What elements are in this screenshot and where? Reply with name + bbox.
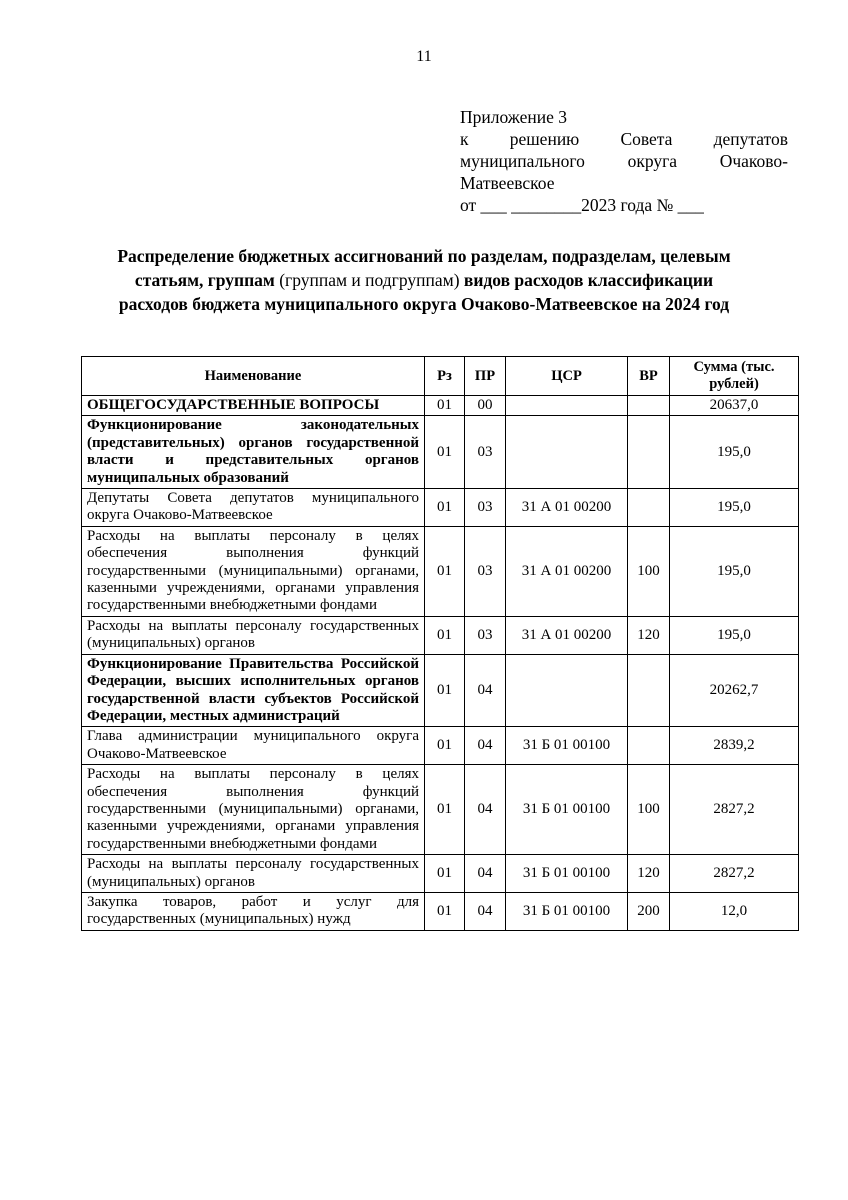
row-sum: 2827,2 [670, 855, 799, 893]
row-vr [628, 654, 670, 727]
row-name: Расходы на выплаты персоналу в целях обеспечения выполнения функций государственными (муниципальными) органами, казенными учреждениями, органами управления государственными внебюджетными фондами [82, 765, 425, 855]
row-vr [628, 416, 670, 489]
row-rz: 01 [425, 526, 465, 616]
row-csr: 31 Б 01 00100 [506, 855, 628, 893]
row-name: Глава администрации муниципального округа Очаково-Матвеевское [82, 727, 425, 765]
header-name: Наименование [82, 357, 425, 396]
table-row [82, 892, 799, 930]
row-pr: 04 [465, 892, 506, 930]
title-part-2: (группам и подгруппам) [279, 270, 460, 290]
row-vr [628, 727, 670, 765]
row-name: ОБЩЕГОСУДАРСТВЕННЫЕ ВОПРОСЫ [82, 396, 425, 416]
table-row [82, 526, 799, 616]
table-row [82, 654, 799, 727]
header-rz: Рз [425, 357, 465, 396]
row-csr: 31 Б 01 00100 [506, 765, 628, 855]
row-rz: 01 [425, 416, 465, 489]
row-pr: 04 [465, 654, 506, 727]
document-title [100, 244, 748, 316]
row-sum: 195,0 [670, 616, 799, 654]
row-csr [506, 416, 628, 489]
row-pr: 04 [465, 727, 506, 765]
appendix-date-line: от ___ ________2023 года № ___ [460, 195, 704, 215]
row-csr [506, 396, 628, 416]
row-sum: 195,0 [670, 416, 799, 489]
row-rz: 01 [425, 616, 465, 654]
row-pr: 03 [465, 489, 506, 527]
table-row [82, 616, 799, 654]
row-csr: 31 А 01 00200 [506, 489, 628, 527]
table-row [82, 727, 799, 765]
header-sum: Сумма (тыс. рублей) [670, 357, 799, 396]
row-rz: 01 [425, 727, 465, 765]
row-csr: 31 Б 01 00100 [506, 892, 628, 930]
row-vr [628, 396, 670, 416]
row-sum: 195,0 [670, 526, 799, 616]
row-sum: 20637,0 [670, 396, 799, 416]
row-name: Функционирование Правительства Российской Федерации, высших исполнительных органов государственной власти субъектов Российской Федерации, местных администраций [82, 654, 425, 727]
appendix-district-line: муниципального округа Очаково- [460, 151, 788, 171]
row-pr: 00 [465, 396, 506, 416]
header-vr: ВР [628, 357, 670, 396]
row-csr [506, 654, 628, 727]
header-csr: ЦСР [506, 357, 628, 396]
row-sum: 195,0 [670, 489, 799, 527]
row-vr: 100 [628, 765, 670, 855]
row-pr: 03 [465, 526, 506, 616]
title-part-1: Распределение бюджетных ассигнований по разделам, подразделам, целевым статьям, группам [117, 246, 731, 290]
row-csr: 31 А 01 00200 [506, 526, 628, 616]
row-pr: 04 [465, 765, 506, 855]
budget-table [81, 356, 799, 931]
row-name: Расходы на выплаты персоналу в целях обеспечения выполнения функций государственными (муниципальными) органами, казенными учреждениями, органами управления государственными внебюджетными фондами [82, 526, 425, 616]
appendix-decision-line: к решению Совета депутатов [460, 129, 788, 149]
row-csr: 31 Б 01 00100 [506, 727, 628, 765]
appendix-title: Приложение 3 [460, 107, 568, 127]
row-vr: 200 [628, 892, 670, 930]
row-rz: 01 [425, 489, 465, 527]
row-sum: 2839,2 [670, 727, 799, 765]
row-rz: 01 [425, 654, 465, 727]
row-csr: 31 А 01 00200 [506, 616, 628, 654]
table-row [82, 765, 799, 855]
row-rz: 01 [425, 855, 465, 893]
title-part-3: видов расходов классификации расходов бюджета муниципального округа Очаково-Матвеевское на 2024 год [118, 270, 730, 314]
appendix-block [460, 106, 788, 216]
row-name: Депутаты Совета депутатов муниципального округа Очаково-Матвеевское [82, 489, 425, 527]
row-pr: 04 [465, 855, 506, 893]
row-name: Расходы на выплаты персоналу государственных (муниципальных) органов [82, 616, 425, 654]
row-sum: 12,0 [670, 892, 799, 930]
appendix-district-name: Матвеевское [460, 173, 555, 193]
table-row [82, 416, 799, 489]
header-pr: ПР [465, 357, 506, 396]
row-pr: 03 [465, 616, 506, 654]
row-sum: 20262,7 [670, 654, 799, 727]
row-vr: 120 [628, 616, 670, 654]
row-sum: 2827,2 [670, 765, 799, 855]
row-name: Расходы на выплаты персоналу государственных (муниципальных) органов [82, 855, 425, 893]
page-number: 11 [416, 48, 432, 65]
table-row [82, 855, 799, 893]
row-rz: 01 [425, 765, 465, 855]
row-rz: 01 [425, 396, 465, 416]
table-header-row [82, 357, 799, 396]
row-name: Функционирование законодательных (представительных) органов государственной власти и представительных органов муниципальных образований [82, 416, 425, 489]
row-rz: 01 [425, 892, 465, 930]
row-pr: 03 [465, 416, 506, 489]
row-vr: 100 [628, 526, 670, 616]
table-row [82, 489, 799, 527]
row-vr [628, 489, 670, 527]
table-row [82, 396, 799, 416]
row-vr: 120 [628, 855, 670, 893]
row-name: Закупка товаров, работ и услуг для государственных (муниципальных) нужд [82, 892, 425, 930]
